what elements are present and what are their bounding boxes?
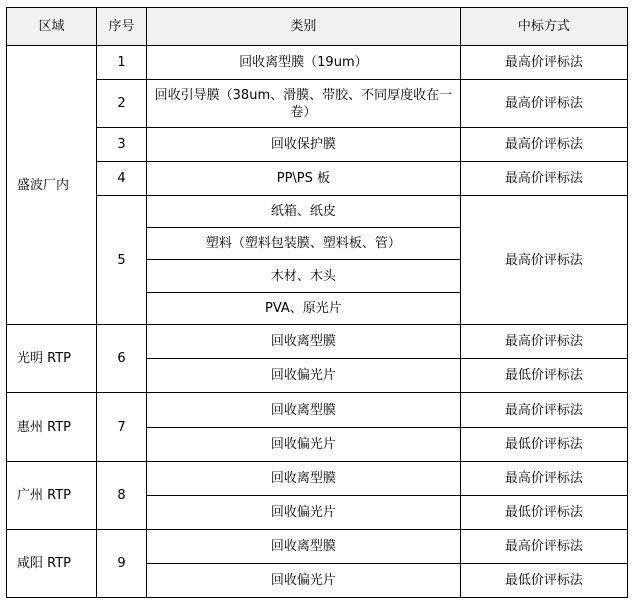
seq-cell: 6 — [96, 325, 146, 393]
table-row — [7, 46, 628, 80]
seq-cell: 5 — [96, 196, 146, 325]
category-cell: 回收引导膜（38um、滑膜、带胶、不同厚度收在一卷） — [147, 80, 461, 128]
method-cell: 最低价评标法 — [460, 359, 627, 393]
category-cell: PVA、原光片 — [147, 293, 461, 325]
seq-cell: 2 — [96, 80, 146, 128]
region-cell: 咸阳 RTP — [7, 530, 97, 598]
seq-cell: 7 — [96, 393, 146, 462]
region-cell: 光明 RTP — [7, 325, 97, 393]
table-row — [7, 128, 628, 162]
seq-cell: 4 — [96, 162, 146, 196]
method-cell: 最高价评标法 — [460, 128, 627, 162]
category-cell: 纸箱、纸皮 — [147, 196, 461, 228]
region-cell: 盛波厂内 — [7, 46, 97, 325]
table-row — [7, 162, 628, 196]
method-cell: 最高价评标法 — [460, 196, 627, 325]
category-cell: 回收离型膜（19um） — [147, 46, 461, 80]
header-region: 区域 — [7, 8, 97, 46]
category-cell: 木材、木头 — [147, 260, 461, 293]
table-row — [7, 196, 628, 228]
category-cell: 回收偏光片 — [147, 428, 461, 462]
method-cell: 最高价评标法 — [460, 325, 627, 359]
method-cell: 最低价评标法 — [460, 496, 627, 530]
method-cell: 最低价评标法 — [460, 564, 627, 598]
table-row — [7, 462, 628, 496]
method-cell: 最高价评标法 — [460, 393, 627, 428]
header-method: 中标方式 — [460, 8, 627, 46]
category-cell: 回收离型膜 — [147, 462, 461, 496]
table-row — [7, 325, 628, 359]
seq-cell: 8 — [96, 462, 146, 530]
category-cell: 回收离型膜 — [147, 530, 461, 564]
category-cell: 回收保护膜 — [147, 128, 461, 162]
category-cell: PP\PS 板 — [147, 162, 461, 196]
category-cell: 塑料（塑料包装膜、塑料板、管） — [147, 228, 461, 260]
method-cell: 最高价评标法 — [460, 46, 627, 80]
table-row — [7, 393, 628, 428]
category-cell: 回收偏光片 — [147, 496, 461, 530]
seq-cell: 1 — [96, 46, 146, 80]
table-row — [7, 530, 628, 564]
method-cell: 最高价评标法 — [460, 530, 627, 564]
category-cell: 回收偏光片 — [147, 359, 461, 393]
table-row — [7, 80, 628, 128]
seq-cell: 9 — [96, 530, 146, 598]
header-row — [7, 8, 628, 46]
header-category: 类别 — [147, 8, 461, 46]
method-cell: 最高价评标法 — [460, 162, 627, 196]
bid-method-table — [6, 7, 628, 598]
seq-cell: 3 — [96, 128, 146, 162]
method-cell: 最低价评标法 — [460, 428, 627, 462]
method-cell: 最高价评标法 — [460, 80, 627, 128]
category-cell: 回收偏光片 — [147, 564, 461, 598]
region-cell: 惠州 RTP — [7, 393, 97, 462]
category-cell: 回收离型膜 — [147, 393, 461, 428]
header-seq: 序号 — [96, 8, 146, 46]
category-cell: 回收离型膜 — [147, 325, 461, 359]
region-cell: 广州 RTP — [7, 462, 97, 530]
method-cell: 最高价评标法 — [460, 462, 627, 496]
